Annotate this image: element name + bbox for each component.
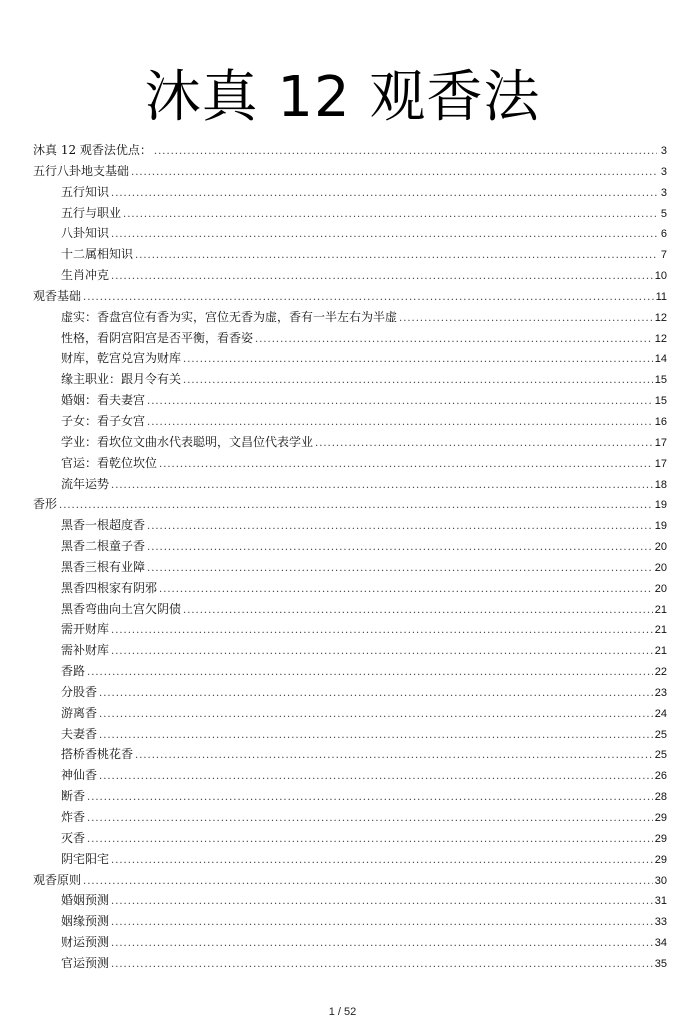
toc-entry-title[interactable]: 五行八卦地支基础 (33, 163, 130, 178)
toc-dot-leader (399, 309, 653, 330)
toc-entry-title[interactable]: 子女：看子女宫 (61, 413, 146, 428)
toc-entry-page-number[interactable]: 21 (654, 645, 667, 658)
toc-entry[interactable] (33, 432, 667, 453)
toc-entry-page-number[interactable]: 12 (654, 332, 667, 345)
toc-entry[interactable] (33, 932, 667, 953)
toc-entry-page-number[interactable]: 22 (654, 666, 667, 679)
toc-entry[interactable] (33, 453, 667, 474)
toc-dot-leader (111, 934, 653, 955)
toc-dot-leader (147, 559, 653, 580)
toc-entry[interactable] (33, 640, 667, 661)
toc-entry-title[interactable]: 五行知识 (61, 184, 110, 199)
toc-entry-page-number[interactable]: 5 (660, 207, 667, 220)
toc-entry[interactable] (33, 578, 667, 599)
toc-entry-page-number[interactable]: 30 (654, 874, 667, 887)
toc-entry-page-number[interactable]: 19 (654, 499, 667, 512)
toc-entry-page-number[interactable]: 25 (654, 728, 667, 741)
toc-entry-title[interactable]: 虚实：香盘宫位有香为实，宫位无香为虚，香有一半左右为半虚 (61, 309, 398, 324)
toc-dot-leader (83, 288, 654, 309)
toc-entry-page-number[interactable]: 11 (655, 290, 667, 303)
toc-entry-page-number[interactable]: 31 (654, 895, 667, 908)
toc-entry[interactable] (33, 515, 667, 536)
toc-entry-title[interactable]: 黑香弯曲向土宫欠阴债 (61, 601, 182, 616)
toc-dot-leader (87, 788, 653, 809)
toc-entry-title[interactable]: 搭桥香桃花香 (61, 747, 134, 762)
toc-entry-page-number[interactable]: 20 (654, 561, 667, 574)
toc-entry-title[interactable]: 学业：看坎位文曲水代表聪明，文昌位代表学业 (61, 434, 314, 449)
toc-entry-title[interactable]: 夫妻香 (61, 726, 98, 741)
toc-entry-page-number[interactable]: 10 (654, 270, 667, 283)
table-of-contents (33, 140, 667, 974)
toc-entry-title[interactable]: 黑香一根超度香 (61, 518, 146, 533)
toc-entry[interactable] (33, 807, 667, 828)
toc-entry[interactable] (33, 828, 667, 849)
toc-entry-page-number[interactable]: 24 (654, 707, 667, 720)
toc-dot-leader (111, 621, 653, 642)
toc-entry[interactable] (33, 536, 667, 557)
toc-dot-leader (87, 809, 653, 830)
toc-dot-leader (159, 580, 653, 601)
toc-entry[interactable] (33, 744, 667, 765)
toc-entry-page-number[interactable]: 21 (654, 624, 667, 637)
toc-entry-title[interactable]: 炸香 (61, 810, 86, 824)
toc-dot-leader (135, 746, 653, 767)
toc-entry-title[interactable]: 黑香二根童子香 (61, 539, 146, 554)
toc-entry[interactable] (33, 265, 667, 286)
toc-entry-title[interactable]: 黑香三根有业障 (61, 559, 146, 574)
toc-entry-title[interactable]: 需补财库 (61, 643, 110, 658)
toc-entry-title[interactable]: 香形 (33, 497, 58, 512)
toc-entry-page-number[interactable]: 23 (654, 686, 667, 699)
toc-entry-page-number[interactable]: 14 (654, 353, 667, 366)
toc-entry-page-number[interactable]: 20 (654, 582, 667, 595)
toc-dot-leader (147, 392, 653, 413)
toc-entry[interactable] (33, 682, 667, 703)
toc-dot-leader (59, 496, 653, 517)
toc-entry-page-number[interactable]: 33 (654, 916, 667, 929)
toc-entry[interactable] (33, 953, 667, 974)
toc-entry-page-number[interactable]: 34 (654, 937, 667, 950)
toc-entry[interactable] (33, 182, 667, 203)
toc-entry[interactable] (33, 765, 667, 786)
toc-entry[interactable] (33, 849, 667, 870)
toc-entry-title[interactable]: 断香 (61, 789, 86, 804)
toc-entry[interactable] (33, 786, 667, 807)
toc-entry-title[interactable]: 香路 (61, 664, 86, 679)
toc-entry[interactable] (33, 328, 667, 349)
toc-entry-page-number[interactable]: 19 (654, 520, 667, 533)
toc-entry-page-number[interactable]: 3 (660, 145, 667, 157)
toc-entry[interactable] (33, 140, 667, 161)
toc-entry-title[interactable]: 阴宅阳宅 (61, 851, 110, 866)
toc-entry[interactable] (33, 890, 667, 911)
toc-dot-leader (131, 163, 657, 184)
toc-entry-page-number[interactable]: 17 (654, 436, 667, 449)
toc-dot-leader (83, 872, 653, 893)
toc-dot-leader (99, 767, 653, 788)
toc-entry-page-number[interactable]: 18 (654, 478, 667, 491)
toc-entry-page-number[interactable]: 29 (654, 832, 667, 845)
toc-entry-title[interactable]: 官运预测 (61, 955, 110, 970)
toc-entry-title[interactable]: 十二属相知识 (61, 247, 134, 262)
toc-dot-leader (111, 476, 653, 497)
toc-dot-leader (111, 892, 653, 913)
toc-entry[interactable] (33, 161, 667, 182)
toc-entry-page-number[interactable]: 26 (654, 770, 667, 783)
toc-entry[interactable] (33, 494, 667, 515)
toc-dot-leader (99, 705, 653, 726)
toc-dot-leader (111, 225, 657, 246)
toc-entry[interactable] (33, 703, 667, 724)
toc-entry[interactable] (33, 474, 667, 495)
toc-entry-title[interactable]: 神仙香 (61, 768, 98, 783)
toc-dot-leader (159, 455, 653, 476)
toc-dot-leader (147, 538, 653, 559)
toc-entry-title[interactable]: 婚姻预测 (61, 893, 110, 908)
toc-entry-page-number[interactable]: 21 (654, 603, 667, 616)
toc-dot-leader (183, 371, 653, 392)
toc-entry[interactable] (33, 369, 667, 390)
toc-dot-leader (99, 684, 653, 705)
toc-entry[interactable] (33, 390, 667, 411)
toc-entry-page-number[interactable]: 17 (654, 457, 667, 470)
toc-entry-title[interactable]: 婚姻：看夫妻宫 (61, 393, 146, 408)
toc-entry-page-number[interactable]: 7 (660, 249, 667, 262)
toc-entry-title[interactable]: 官运：看乾位坎位 (61, 455, 158, 470)
toc-entry-title[interactable]: 缘主职业：跟月令有关 (61, 372, 182, 387)
toc-dot-leader (135, 246, 657, 267)
toc-dot-leader (255, 330, 653, 351)
toc-dot-leader (111, 851, 653, 872)
toc-dot-leader (183, 601, 653, 622)
toc-entry-page-number[interactable]: 29 (654, 812, 667, 824)
toc-dot-leader (111, 642, 653, 663)
toc-entry-title[interactable]: 财运预测 (61, 935, 110, 950)
toc-dot-leader (147, 517, 653, 538)
toc-entry-page-number[interactable]: 25 (654, 749, 667, 762)
toc-dot-leader (147, 413, 653, 434)
toc-dot-leader (154, 142, 657, 163)
toc-entry-page-number[interactable]: 28 (654, 791, 667, 804)
toc-entry[interactable] (33, 557, 667, 578)
toc-dot-leader (87, 663, 653, 684)
toc-dot-leader (315, 434, 653, 455)
toc-entry[interactable] (33, 244, 667, 265)
toc-entry-title[interactable]: 游离香 (61, 705, 98, 720)
toc-entry-title[interactable]: 姻缘预测 (61, 914, 110, 929)
toc-entry-title[interactable]: 八卦知识 (61, 226, 110, 241)
toc-entry-title[interactable]: 观香原则 (33, 872, 82, 887)
page-title: 沐真 12 观香法 (144, 64, 541, 130)
toc-entry-title[interactable]: 财库，乾宫兑宫为财库 (61, 351, 182, 366)
toc-entry-title[interactable]: 五行与职业 (61, 205, 122, 220)
toc-entry-title[interactable]: 黑香四根家有阴邪 (61, 580, 158, 595)
toc-entry-page-number[interactable]: 35 (654, 957, 667, 970)
toc-entry[interactable] (33, 411, 667, 432)
toc-dot-leader (111, 955, 653, 976)
toc-entry[interactable] (33, 223, 667, 244)
toc-dot-leader (87, 830, 653, 851)
toc-dot-leader (111, 267, 653, 288)
toc-entry-title[interactable]: 性格，看阴宫阳宫是否平衡，看香姿 (61, 330, 254, 345)
toc-entry-title[interactable]: 需开财库 (61, 622, 110, 637)
toc-entry-page-number[interactable]: 3 (660, 165, 667, 178)
toc-entry-page-number[interactable]: 29 (654, 853, 667, 866)
toc-entry-title[interactable]: 沐真 12 观香法优点： (33, 143, 152, 157)
toc-dot-leader (123, 205, 657, 226)
toc-entry[interactable] (33, 286, 667, 307)
toc-entry-title[interactable]: 灭香 (61, 830, 86, 845)
toc-entry[interactable] (33, 619, 667, 640)
toc-dot-leader (183, 350, 653, 371)
toc-entry-title[interactable]: 观香基础 (33, 288, 82, 303)
toc-entry[interactable] (33, 348, 667, 369)
toc-entry-page-number[interactable]: 15 (654, 395, 667, 408)
toc-entry-title[interactable]: 流年运势 (61, 476, 110, 491)
toc-entry-page-number[interactable]: 3 (660, 186, 667, 199)
toc-entry[interactable] (33, 307, 667, 328)
toc-dot-leader (111, 184, 657, 205)
toc-entry[interactable] (33, 599, 667, 620)
toc-entry[interactable] (33, 724, 667, 745)
toc-entry[interactable] (33, 870, 667, 891)
toc-dot-leader (99, 726, 653, 747)
toc-entry[interactable] (33, 911, 667, 932)
toc-entry-page-number[interactable]: 16 (654, 415, 667, 428)
toc-dot-leader (111, 913, 653, 934)
toc-entry[interactable] (33, 203, 667, 224)
toc-entry[interactable] (33, 661, 667, 682)
page-number-footer: 1 / 52 (328, 1006, 357, 1018)
toc-entry-title[interactable]: 分股香 (61, 684, 98, 699)
toc-entry-title[interactable]: 生肖冲克 (61, 268, 110, 283)
toc-entry-page-number[interactable]: 12 (654, 311, 667, 324)
toc-entry-page-number[interactable]: 6 (660, 228, 667, 241)
toc-entry-page-number[interactable]: 15 (654, 374, 667, 387)
toc-entry-page-number[interactable]: 20 (654, 541, 667, 554)
